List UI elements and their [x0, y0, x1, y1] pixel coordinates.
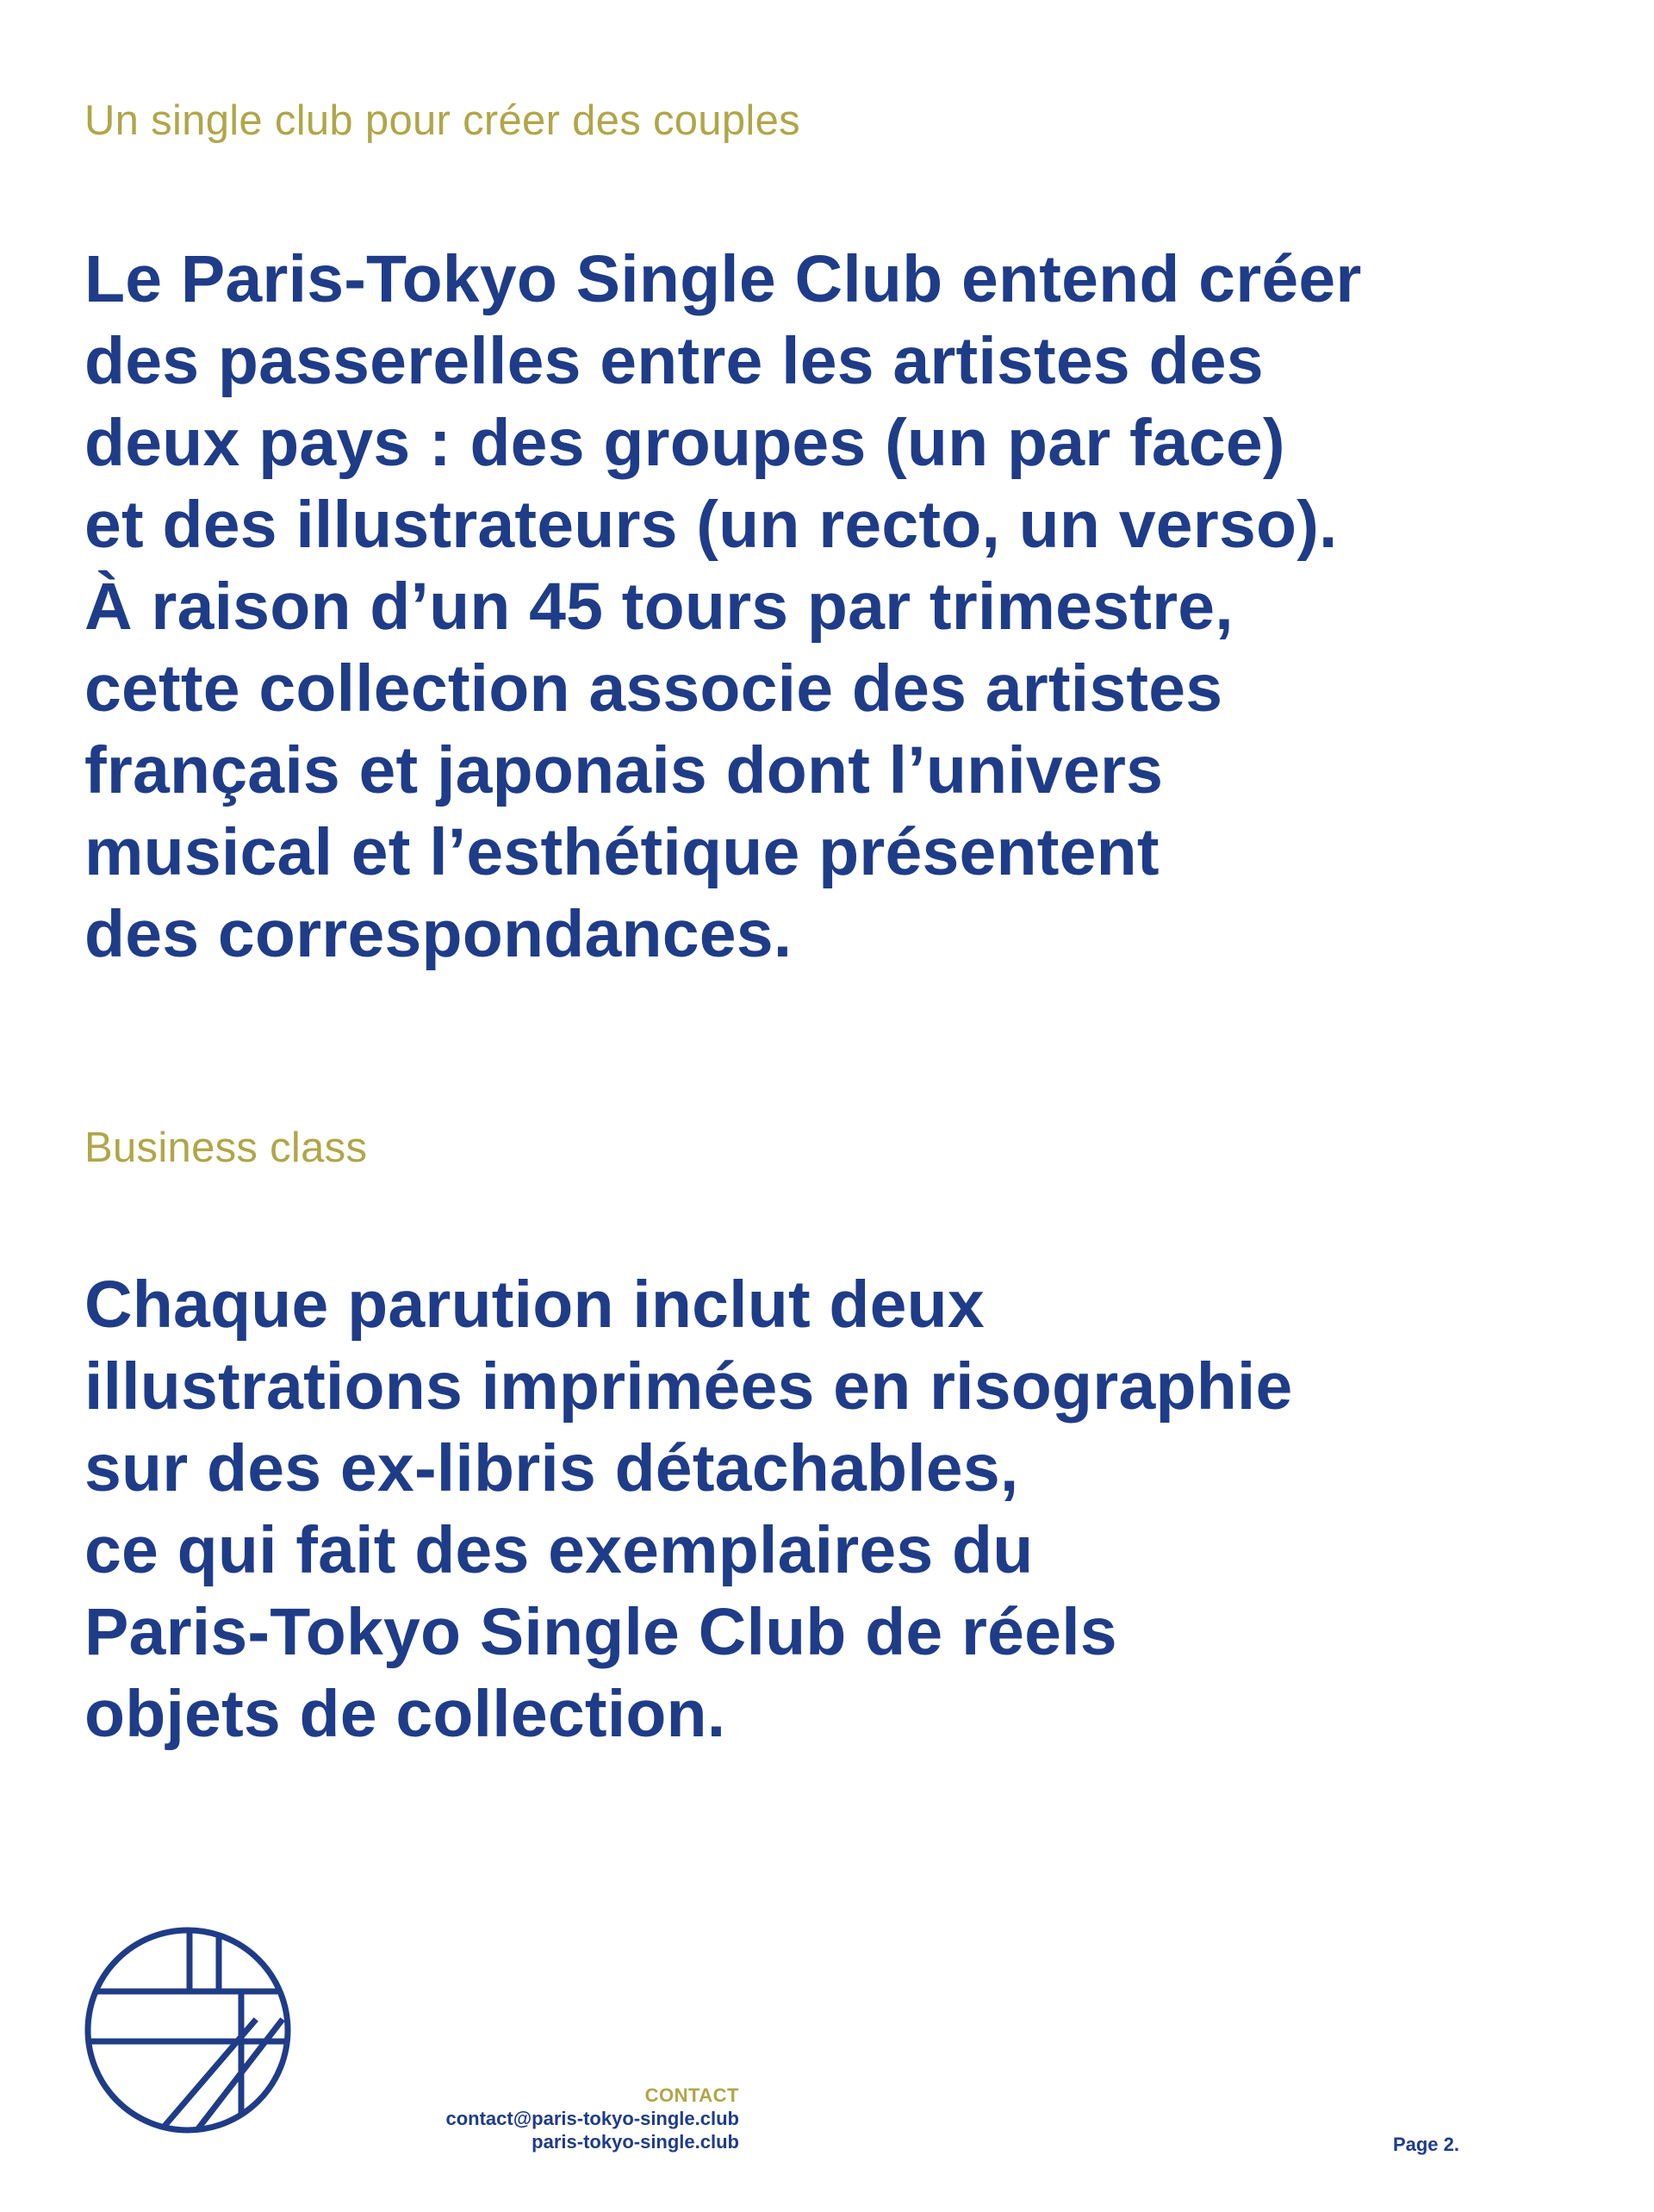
paragraph-line: des correspondances. [84, 897, 793, 971]
paragraph-line: des passerelles entre les artistes des [84, 324, 1264, 398]
paragraph-line: objets de collection. [84, 1677, 726, 1751]
paragraph-line: cette collection associe des artistes [84, 651, 1223, 726]
paragraph-line: Chaque parution inclut deux [84, 1268, 985, 1342]
business-class-paragraph [84, 1264, 1293, 1755]
paragraph-line: et des illustrateurs (un recto, un verso). [84, 488, 1338, 562]
paragraph-line: Le Paris-Tokyo Single Club entend créer [84, 242, 1362, 316]
contact-label: CONTACT [644, 2084, 739, 2106]
paragraph-line: À raison d’un 45 tours par trimestre, [84, 570, 1234, 644]
paragraph-line: français et japonais dont l’univers [84, 733, 1164, 807]
contact-block [445, 2084, 739, 2153]
contact-website-link[interactable]: paris-tokyo-single.club [532, 2131, 739, 2153]
paragraph-line: deux pays : des groupes (un par face) [84, 406, 1285, 480]
paragraph-line: ce qui fait des exemplaires du [84, 1513, 1034, 1587]
paragraph-line: Paris-Tokyo Single Club de réels [84, 1595, 1117, 1669]
section-heading-couples: Un single club pour créer des couples [84, 97, 800, 144]
circle-grid-monogram-icon [83, 1925, 293, 2135]
intro-paragraph [84, 239, 1362, 975]
paragraph-line: sur des ex-libris détachables, [84, 1431, 1019, 1505]
page-number: Page 2. [1392, 2134, 1459, 2155]
section-heading-business-class: Business class [84, 1125, 368, 1171]
contact-email-link[interactable]: contact@paris-tokyo-single.club [445, 2108, 739, 2129]
paragraph-line: illustrations imprimées en risographie [84, 1349, 1293, 1424]
paragraph-line: musical et l’esthétique présentent [84, 815, 1160, 889]
